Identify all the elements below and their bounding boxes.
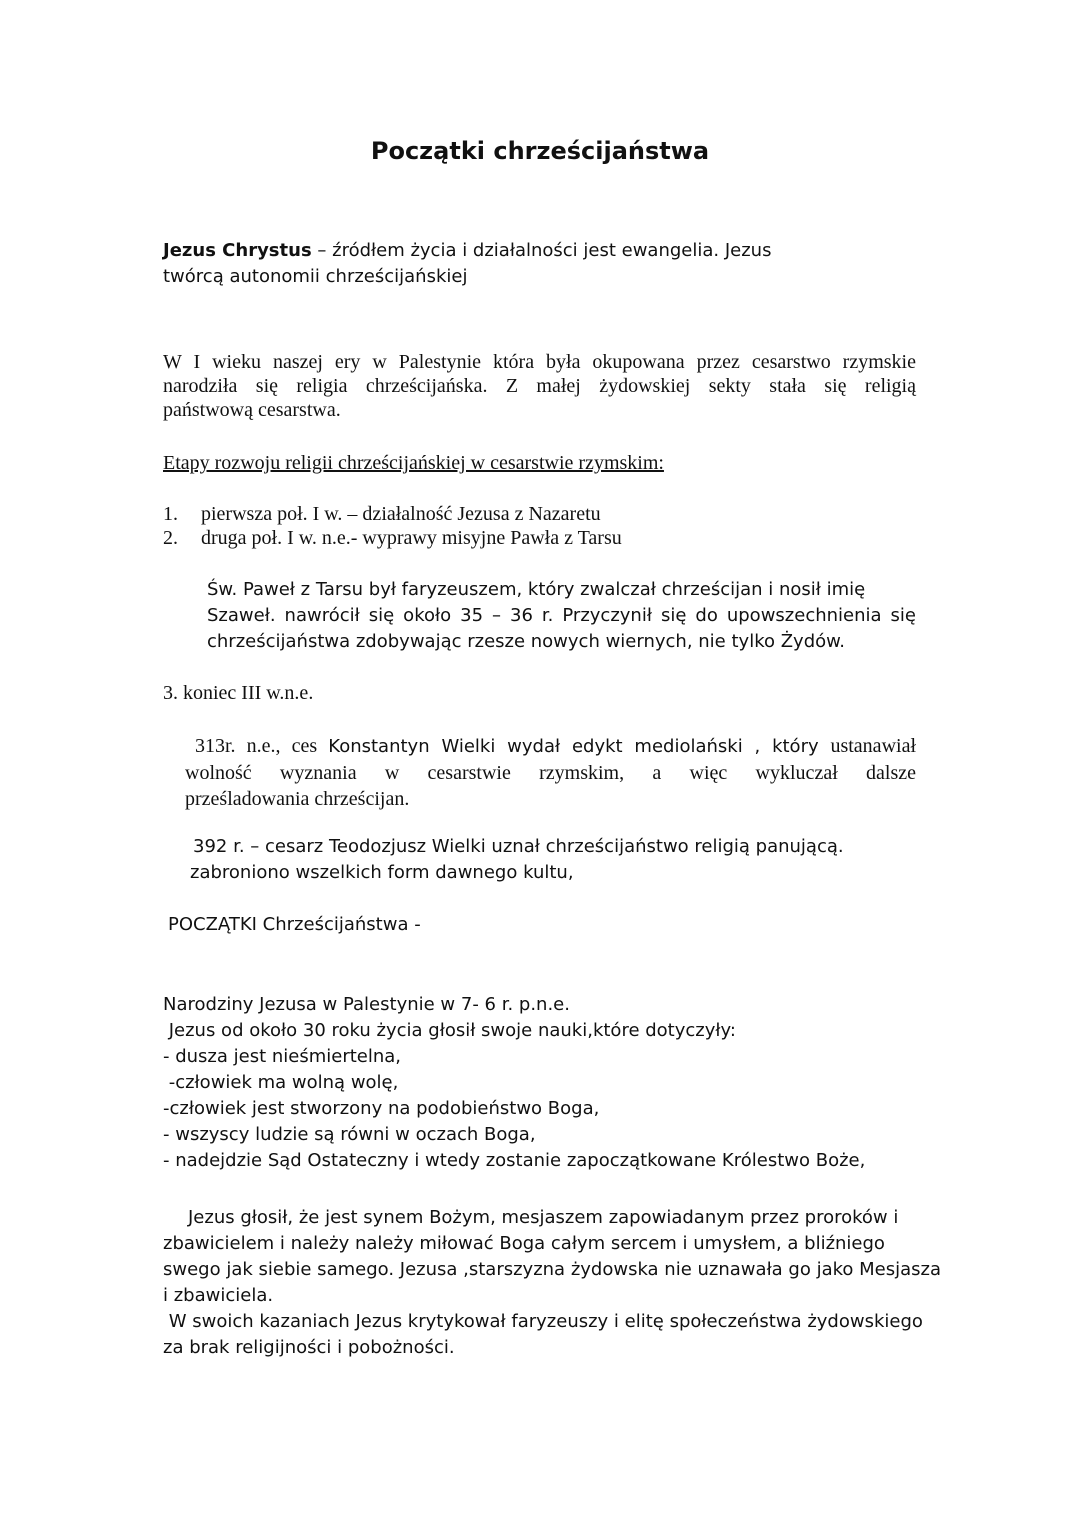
intro-bold: Jezus Chrystus <box>163 240 312 261</box>
teodozjusz-paragraph <box>190 834 910 886</box>
glosil-line-5: W swoich kazaniach Jezus krytykował faryzeuszy i elitę społeczeństwa żydowskiego <box>163 1311 923 1332</box>
stage-number: 2. <box>163 527 178 549</box>
edykt-paragraph <box>185 733 916 812</box>
glosil-line-2: zbawicielem i należy należy miłować Boga całym sercem i umysłem, a bliźniego <box>163 1233 885 1254</box>
history-line-2: narodziła się religia chrześcijańska. Z małej żydowskiej sekty stała się religią <box>163 375 916 397</box>
edykt-line-1a: 313r. n.e., ces <box>195 735 329 757</box>
edykt-line-1c: ustanawiał <box>830 735 916 757</box>
edykt-line-1b: Konstantyn Wielki wydał edykt mediolański , który <box>328 736 831 757</box>
pawel-line-3: chrześcijaństwa zdobywając rzesze nowych wiernych, nie tylko Żydów. <box>207 631 845 652</box>
stage-item <box>163 526 923 550</box>
intro-rest: – źródłem życia i działalności jest ewangelia. Jezus <box>311 240 772 261</box>
glosil-line-4: i zbawiciela. <box>163 1285 274 1306</box>
intro-line-1 <box>163 238 923 264</box>
history-paragraph <box>163 350 916 422</box>
list-item: - wszyscy ludzie są równi w oczach Boga, <box>163 1124 536 1145</box>
history-line-1: W I wieku naszej ery w Palestynie która była okupowana przez cesarstwo rzymskie <box>163 351 916 373</box>
stage-text: pierwsza poł. I w. – działalność Jezusa z Nazaretu <box>201 503 601 525</box>
nauki-line-2: Jezus od około 30 roku życia głosił swoje nauki,które dotyczyły: <box>163 1020 736 1041</box>
stage-item <box>163 502 923 526</box>
pawel-line-1: Św. Paweł z Tarsu był faryzeuszem, który zwalczał chrześcijan i nosił imię <box>207 579 866 600</box>
pawel-line-2: Szaweł. nawrócił się około 35 – 36 r. Przyczynił się do upowszechnienia się <box>207 605 916 626</box>
intro-paragraph <box>163 238 923 290</box>
intro-line-2: twórcą autonomii chrześcijańskiej <box>163 266 468 287</box>
edykt-line-1 <box>185 733 916 760</box>
teodozjusz-line-1: 392 r. – cesarz Teodozjusz Wielki uznał chrześcijaństwo religią panującą. <box>193 836 844 857</box>
nauki-line-1: Narodziny Jezusa w Palestynie w 7- 6 r. p.n.e. <box>163 994 570 1015</box>
edykt-line-2: wolność wyznania w cesarstwie rzymskim, a więc wykluczał dalsze <box>185 762 916 784</box>
list-item: - dusza jest nieśmiertelna, <box>163 1046 402 1067</box>
stage-text: druga poł. I w. n.e.- wyprawy misyjne Pawła z Tarsu <box>201 527 622 549</box>
list-item: - nadejdzie Sąd Ostateczny i wtedy zostanie zapoczątkowane Królestwo Boże, <box>163 1150 866 1171</box>
nauki-section <box>163 992 923 1174</box>
stages-list <box>163 502 923 550</box>
edykt-line-3: prześladowania chrześcijan. <box>185 788 410 810</box>
stages-heading: Etapy rozwoju religii chrześcijańskiej w cesarstwie rzymskim: <box>163 452 664 474</box>
list-item: -człowiek ma wolną wolę, <box>163 1072 399 1093</box>
glosil-line-6: za brak religijności i pobożności. <box>163 1337 455 1358</box>
list-item: -człowiek jest stworzony na podobieństwo Boga, <box>163 1098 600 1119</box>
page-title: Początki chrześcijaństwa <box>370 137 710 165</box>
glosil-line-1: Jezus głosił, że jest synem Bożym, mesjaszem zapowiadanym przez proroków i <box>188 1207 899 1228</box>
jezus-glosil-paragraph <box>163 1205 942 1361</box>
glosil-line-3: swego jak siebie samego. Jezusa ,starszyzna żydowska nie uznawała go jako Mesjasza <box>163 1259 942 1280</box>
stage-number: 1. <box>163 503 178 525</box>
teodozjusz-line-2: zabroniono wszelkich form dawnego kultu, <box>190 862 574 883</box>
pawel-paragraph <box>207 577 916 655</box>
stage-3: 3. koniec III w.n.e. <box>163 682 314 704</box>
history-line-3: państwową cesarstwa. <box>163 399 341 421</box>
poczatki-label: POCZĄTKI Chrześcijaństwa - <box>168 914 421 935</box>
